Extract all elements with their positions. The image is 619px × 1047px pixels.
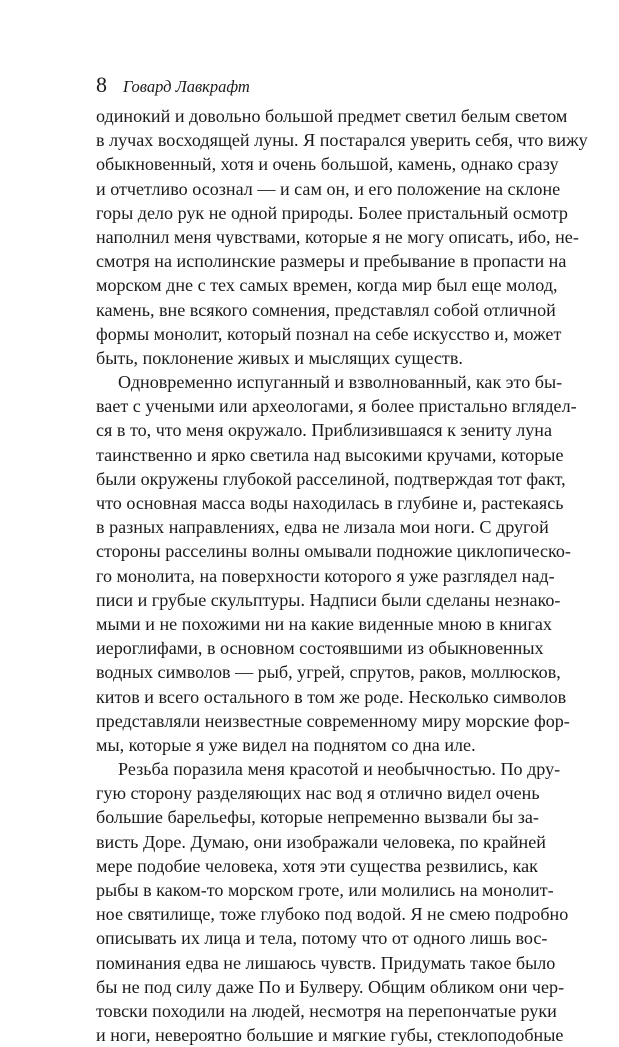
text-line: представляли неизвестные современному миру морские фор- — [96, 710, 570, 731]
text-line: и отчетливо осознал — и сам он, и его положение на склоне — [96, 178, 561, 199]
text-line: одинокий и довольно большой предмет светил белым светом — [96, 106, 568, 126]
text-line: большие барельефы, которые непременно вызвали бы за- — [96, 807, 539, 828]
text-line: висть Доре. Думаю, они изображали человека, по крайней — [96, 831, 546, 852]
text-line: таинственно и ярко светила над высокими кручами, которые — [96, 444, 564, 465]
text-line: писи и грубые скульптуры. Надписи были сделаны незнако- — [96, 589, 561, 610]
text-line: быть, поклонение живых и мыслящих существ. — [96, 347, 463, 368]
text-line: Одновременно испуганный и взволнованный, как это бы- — [118, 372, 563, 393]
text-line: товски походили на людей, несмотря на перепончатые руки — [96, 1000, 557, 1021]
text-line: были окружены глубокой расселиной, подтверждая тот факт, — [96, 468, 566, 489]
paragraph — [96, 370, 577, 757]
paragraph — [96, 757, 569, 1047]
text-line: формы монолит, который познал на себе искусство и, может — [96, 323, 562, 344]
text-line: мыми и не похожими ни на какие виденные мною в книгах — [96, 613, 552, 634]
author-name: Говард Лавкрафт — [123, 77, 250, 96]
text-line: иероглифами, в основном состоявшими из обыкновенных — [96, 638, 544, 659]
text-body — [96, 104, 588, 1047]
text-line: камень, вне всякого сомнения, представлял собой отличной — [96, 299, 556, 320]
text-line: мы, которые я уже видел на поднятом со дна иле. — [96, 734, 476, 755]
text-line: Резьба поразила меня красотой и необычностью. По дру- — [118, 759, 561, 780]
text-line: китов и всего остального в том же роде. Несколько символов — [96, 686, 567, 707]
text-line: и ноги, невероятно большие и мягкие губы, стеклоподобные — [96, 1025, 564, 1046]
text-line: морском дне с тех самых времен, когда мир был еще молод, — [96, 275, 558, 296]
text-line: бы не под силу даже По и Булверу. Общим обликом они чер- — [96, 976, 565, 997]
text-line: рыбы в каком-то морском гроте, или молились на монолит- — [96, 880, 554, 900]
text-line: наполнил меня чувствами, которые я не могу описать, ибо, не- — [96, 226, 579, 247]
text-line: стороны расселины волны омывали подножие циклопическо- — [96, 541, 571, 562]
text-line: го монолита, на поверхности которого я уже разглядел над- — [96, 565, 555, 586]
paragraph — [96, 104, 588, 370]
running-header — [96, 74, 524, 102]
text-line: в лучах восходящей луны. Я постарался уверить себя, что вижу — [96, 130, 588, 151]
page-number: 8 — [96, 72, 107, 97]
text-line: смотря на исполинские размеры и пребывание в пропасти на — [96, 251, 567, 272]
text-line: водных символов — рыб, угрей, спрутов, раков, моллюсков, — [96, 662, 561, 683]
text-line: мере подобие человека, хотя эти существа резвились, как — [96, 855, 538, 876]
text-line: обыкновенный, хотя и очень большой, камень, однако сразу — [96, 154, 559, 175]
text-line: горы дело рук не одной природы. Более пристальный осмотр — [96, 202, 568, 223]
text-line: ся в то, что меня окружало. Приблизившаяся к зениту луна — [96, 420, 553, 441]
book-page — [96, 72, 588, 1047]
text-line: ное святилище, тоже глубоко под водой. Я не смею подробно — [96, 904, 569, 925]
text-line: поминания едва не лишаюсь чувств. Придумать такое было — [96, 952, 556, 973]
text-line: описывать их лица и тела, потому что от одного лишь вос- — [96, 928, 548, 949]
text-line: в разных направлениях, едва не лизала мои ноги. С другой — [96, 517, 549, 538]
text-line: что основная масса воды находилась в глубине и, растекаясь — [96, 493, 564, 513]
text-line: гую сторону разделяющих нас вод я отлично видел очень — [96, 783, 540, 804]
text-line: вает с учеными или археологами, я более пристально вглядел- — [96, 396, 577, 417]
